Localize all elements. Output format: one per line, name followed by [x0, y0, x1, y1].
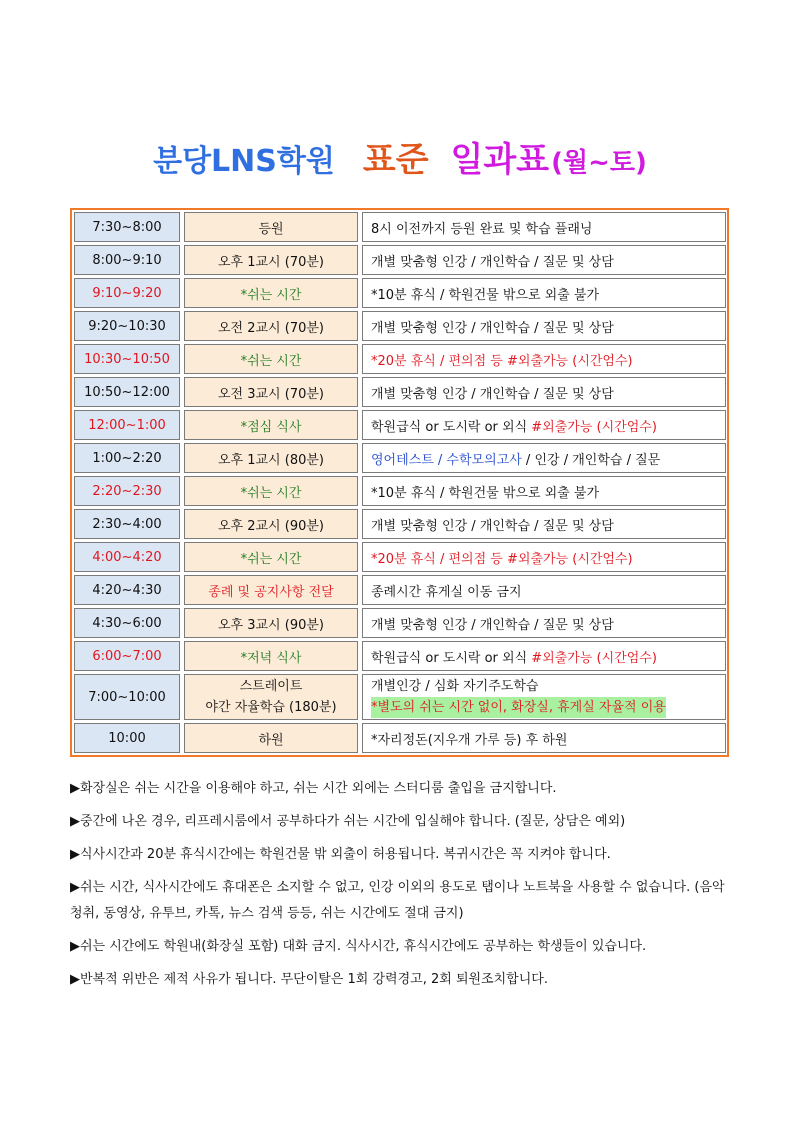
desc-cell: 종례시간 휴게실 이동 금지	[362, 575, 726, 605]
desc-cell: *20분 휴식 / 편의점 등 #외출가능 (시간엄수)	[362, 542, 726, 572]
time-cell: 9:10~9:20	[74, 278, 180, 308]
subject-cell: *저녁 식사	[184, 641, 358, 671]
note-item: ▶반복적 위반은 제적 사유가 됩니다. 무단이탈은 1회 강력경고, 2회 퇴원조치합니다.	[70, 972, 548, 987]
subject-cell: 종례 및 공지사항 전달	[184, 575, 358, 605]
page-title	[0, 132, 800, 182]
table-row	[74, 476, 726, 506]
note-item: ▶식사시간과 20분 휴식시간에는 학원건물 밖 외출이 허용됩니다. 복귀시간은 꼭 지켜야 합니다.	[70, 847, 611, 862]
subject-line: 야간 자율학습 (180분)	[205, 700, 337, 715]
title-word-daily: 일과	[450, 140, 517, 180]
table-row	[74, 278, 726, 308]
desc-cell	[362, 674, 726, 720]
subject-cell: *쉬는 시간	[184, 278, 358, 308]
table-row	[74, 509, 726, 539]
time-cell: 9:20~10:30	[74, 311, 180, 341]
subject-cell: *쉬는 시간	[184, 344, 358, 374]
note-item: ▶화장실은 쉬는 시간을 이용해야 하고, 쉬는 시간 외에는 스터디룸 출입을 금지합니다.	[70, 781, 557, 796]
subject-cell: 오후 1교시 (70분)	[184, 245, 358, 275]
title-academy: 분당LNS학원	[153, 144, 335, 179]
subject-cell: 오전 3교시 (70분)	[184, 377, 358, 407]
time-cell: 7:00~10:00	[74, 674, 180, 720]
time-cell: 4:20~4:30	[74, 575, 180, 605]
time-cell: 7:30~8:00	[74, 212, 180, 242]
desc-cell: *10분 휴식 / 학원건물 밖으로 외출 불가	[362, 476, 726, 506]
time-cell: 2:30~4:00	[74, 509, 180, 539]
table-row	[74, 212, 726, 242]
subject-cell: 등원	[184, 212, 358, 242]
desc-cell	[362, 641, 726, 671]
subject-cell: 오전 2교시 (70분)	[184, 311, 358, 341]
subject-cell: 오후 3교시 (90분)	[184, 608, 358, 638]
time-cell: 6:00~7:00	[74, 641, 180, 671]
time-cell: 10:30~10:50	[74, 344, 180, 374]
desc-highlight-text: *별도의 쉬는 시간 없이, 화장실, 휴게실 자율적 이용	[371, 697, 666, 718]
desc-cell: 개별 맞춤형 인강 / 개인학습 / 질문 및 상담	[362, 311, 726, 341]
desc-text: 학원급식 or 도시락 or 외식	[371, 419, 532, 435]
time-cell: 4:00~4:20	[74, 542, 180, 572]
subject-cell: *점심 식사	[184, 410, 358, 440]
table-row	[74, 410, 726, 440]
table-row	[74, 245, 726, 275]
desc-cell: 8시 이전까지 등원 완료 및 학습 플래닝	[362, 212, 726, 242]
time-cell: 12:00~1:00	[74, 410, 180, 440]
desc-cell: 개별 맞춤형 인강 / 개인학습 / 질문 및 상담	[362, 608, 726, 638]
title-days: (월~토)	[551, 148, 647, 178]
subject-cell: 하원	[184, 723, 358, 753]
subject-cell: 오후 1교시 (80분)	[184, 443, 358, 473]
note-item: ▶중간에 나온 경우, 리프레시룸에서 공부하다가 쉬는 시간에 입실해야 합니다. (질문, 상담은 예외)	[70, 814, 626, 829]
desc-cell: *10분 휴식 / 학원건물 밖으로 외출 불가	[362, 278, 726, 308]
desc-cell: 개별 맞춤형 인강 / 개인학습 / 질문 및 상담	[362, 245, 726, 275]
time-cell: 4:30~6:00	[74, 608, 180, 638]
subject-line: 스트레이트	[239, 679, 303, 694]
desc-cell: *자리정돈(지우개 가루 등) 후 하원	[362, 723, 726, 753]
time-cell: 10:50~12:00	[74, 377, 180, 407]
note-item: ▶쉬는 시간, 식사시간에도 휴대폰은 소지할 수 없고, 인강 이외의 용도로 탭이나 노트북을 사용할 수 없습니다. (음악청취, 동영상, 유투브, 카톡, 뉴스 검색 등등, 쉬는 시간에도 절대 금지)	[70, 880, 725, 921]
table-row	[74, 542, 726, 572]
desc-cell: 개별 맞춤형 인강 / 개인학습 / 질문 및 상담	[362, 377, 726, 407]
table-row	[74, 641, 726, 671]
desc-cell: *20분 휴식 / 편의점 등 #외출가능 (시간엄수)	[362, 344, 726, 374]
desc-text: 학원급식 or 도시락 or 외식	[371, 650, 532, 666]
time-cell: 1:00~2:20	[74, 443, 180, 473]
notes-list	[70, 776, 730, 1000]
table-row	[74, 344, 726, 374]
desc-text: / 인강 / 개인학습 / 질문	[521, 452, 661, 468]
desc-highlight-text: #외출가능 (시간엄수)	[531, 650, 657, 666]
table-row	[74, 377, 726, 407]
subject-cell: *쉬는 시간	[184, 542, 358, 572]
subject-cell: *쉬는 시간	[184, 476, 358, 506]
title-word-table: 표	[516, 140, 550, 180]
time-cell: 2:20~2:30	[74, 476, 180, 506]
table-row	[74, 608, 726, 638]
table-row	[74, 575, 726, 605]
table-row	[74, 674, 726, 720]
desc-cell	[362, 410, 726, 440]
desc-highlight-text: 영어테스트 / 수학모의고사	[371, 452, 522, 468]
desc-cell	[362, 443, 726, 473]
table-row	[74, 443, 726, 473]
desc-text: 개별인강 / 심화 자기주도학습	[371, 679, 539, 694]
table-row	[74, 311, 726, 341]
time-cell: 8:00~9:10	[74, 245, 180, 275]
title-word-standard: 표준	[362, 140, 429, 180]
desc-highlight-text: #외출가능 (시간엄수)	[531, 419, 657, 435]
subject-cell: 오후 2교시 (90분)	[184, 509, 358, 539]
desc-cell: 개별 맞춤형 인강 / 개인학습 / 질문 및 상담	[362, 509, 726, 539]
note-item: ▶쉬는 시간에도 학원내(화장실 포함) 대화 금지. 식사시간, 휴식시간에도 공부하는 학생들이 있습니다.	[70, 939, 647, 954]
table-row	[74, 723, 726, 753]
subject-cell	[184, 674, 358, 720]
time-cell: 10:00	[74, 723, 180, 753]
